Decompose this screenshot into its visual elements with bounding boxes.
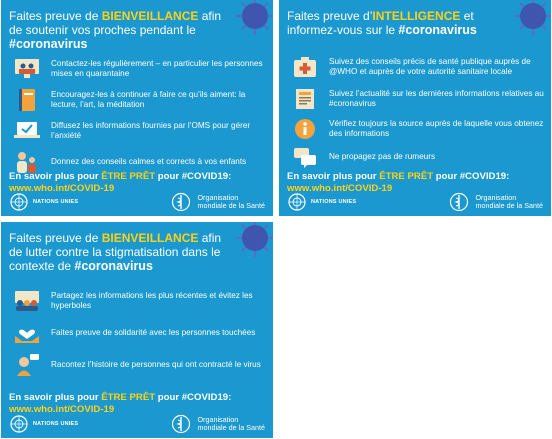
chat-icon bbox=[287, 144, 323, 170]
advice-text: Suivez l’actualité sur les dernières informations relatives au #coronavirus bbox=[329, 89, 544, 108]
un-emblem-icon bbox=[287, 192, 307, 212]
card-footer bbox=[9, 192, 265, 212]
advice-item bbox=[9, 116, 267, 146]
advice-item bbox=[287, 50, 545, 84]
advice-list bbox=[9, 286, 267, 380]
more-info-text-end: pour #COVID19: bbox=[433, 171, 510, 182]
computer-screen-icon bbox=[9, 56, 45, 82]
card-heading bbox=[287, 9, 512, 37]
card-heading bbox=[9, 231, 234, 273]
heading-hashtag: #coronavirus bbox=[398, 23, 477, 37]
more-info-text: En savoir plus pour bbox=[287, 171, 380, 182]
who-label-line2: mondiale de la Santé bbox=[197, 201, 265, 210]
poster-card-soutien bbox=[1, 0, 273, 216]
advice-item bbox=[287, 144, 545, 170]
advice-text: Ne propagez pas de rumeurs bbox=[329, 152, 436, 161]
who-logo bbox=[171, 414, 265, 434]
heading-highlight: INTELLIGENCE bbox=[372, 9, 461, 23]
more-info bbox=[9, 392, 231, 416]
who-label-line2: mondiale de la Santé bbox=[475, 201, 543, 210]
who-label-line2: mondiale de la Santé bbox=[197, 423, 265, 432]
advice-item bbox=[287, 114, 545, 144]
coronavirus-icon bbox=[509, 0, 551, 40]
un-logo bbox=[287, 192, 356, 212]
card-heading bbox=[9, 9, 234, 51]
advice-text: Racontez l’histoire de personnes qui ont contracté le virus bbox=[51, 360, 261, 369]
heading-text-end: afin de lutter contre la stigmatisation dans le contexte de bbox=[9, 231, 222, 273]
who-logo bbox=[171, 192, 265, 212]
un-label: NATIONS UNIES bbox=[311, 199, 357, 205]
who-emblem-icon bbox=[449, 192, 469, 212]
poster-card-intelligence bbox=[279, 0, 551, 216]
heart-hands-icon bbox=[9, 320, 45, 346]
who-link[interactable]: www.who.int/COVID-19 bbox=[9, 183, 115, 194]
news-icon bbox=[287, 86, 323, 112]
info-icon bbox=[287, 116, 323, 142]
advice-text: Faites preuve de solidarité avec les personnes touchées bbox=[51, 328, 256, 337]
person-speech-icon bbox=[9, 352, 45, 378]
who-emblem-icon bbox=[171, 414, 191, 434]
heading-text: Faites preuve de bbox=[9, 231, 102, 245]
coronavirus-icon bbox=[231, 0, 273, 40]
advice-item bbox=[9, 85, 267, 115]
heading-text: Faites preuve d’ bbox=[287, 9, 373, 23]
advice-text: Donnez des conseils calmes et corrects à vos enfants bbox=[51, 157, 247, 166]
advice-text: Diffusez les informations fournies par l’OMS pour gérer l’anxiété bbox=[51, 121, 251, 140]
heading-highlight: BIENVEILLANCE bbox=[101, 9, 199, 23]
un-label: NATIONS UNIES bbox=[33, 421, 79, 427]
heading-highlight: BIENVEILLANCE bbox=[101, 231, 199, 245]
un-label: NATIONS UNIES bbox=[33, 199, 79, 205]
advice-item bbox=[287, 84, 545, 114]
more-info-text-end: pour #COVID19: bbox=[155, 171, 232, 182]
advice-text: Vérifiez toujours la source auprès de laquelle vous obtenez des informations bbox=[329, 119, 544, 138]
group-screen-icon bbox=[9, 288, 45, 314]
un-logo bbox=[9, 414, 78, 434]
un-emblem-icon bbox=[9, 192, 29, 212]
more-info-highlight: ÊTRE PRÊT bbox=[379, 171, 434, 182]
coronavirus-icon bbox=[231, 222, 273, 262]
more-info-highlight: ÊTRE PRÊT bbox=[101, 171, 156, 182]
more-info-text: En savoir plus pour bbox=[9, 171, 102, 182]
laptop-check-icon bbox=[9, 118, 45, 144]
un-logo bbox=[9, 192, 78, 212]
who-link[interactable]: www.who.int/COVID-19 bbox=[287, 183, 393, 194]
advice-list bbox=[287, 50, 545, 170]
first-aid-icon bbox=[287, 54, 323, 80]
advice-list bbox=[9, 54, 267, 177]
more-info-text-end: pour #COVID19: bbox=[155, 392, 232, 403]
un-emblem-icon bbox=[9, 414, 29, 434]
advice-text: Suivez des conseils précis de santé publique auprès de @WHO et auprès de votre autorité sanitaire locale bbox=[329, 57, 531, 76]
who-label-line1: Organisation bbox=[197, 193, 239, 202]
advice-text: Partagez les informations les plus récentes et évitez les hyperboles bbox=[51, 291, 253, 310]
more-info-highlight: ÊTRE PRÊT bbox=[101, 392, 156, 403]
heading-text-end: et informez-vous sur le bbox=[287, 9, 474, 37]
advice-text: Encouragez-les à continuer à faire ce qu’ils aiment: la lecture, l’art, la méditation bbox=[51, 90, 246, 109]
who-link[interactable]: www.who.int/COVID-19 bbox=[9, 404, 115, 415]
heading-text-end: afin de soutenir vos proches pendant le bbox=[9, 9, 222, 37]
heading-text: Faites preuve de bbox=[9, 9, 102, 23]
poster-card-stigmatisation bbox=[1, 222, 273, 438]
advice-item bbox=[9, 54, 267, 84]
who-label-line1: Organisation bbox=[475, 193, 517, 202]
heading-hashtag: #coronavirus bbox=[74, 259, 153, 273]
advice-item bbox=[9, 318, 267, 348]
heading-hashtag: #coronavirus bbox=[9, 37, 88, 51]
who-label-line1: Organisation bbox=[197, 415, 239, 424]
book-icon bbox=[9, 87, 45, 113]
advice-text: Contactez-les régulièrement – en particulier les personnes mises en quarantaine bbox=[51, 59, 263, 78]
card-footer bbox=[9, 414, 265, 434]
advice-item bbox=[9, 286, 267, 316]
card-footer bbox=[287, 192, 543, 212]
who-logo bbox=[449, 192, 543, 212]
advice-item bbox=[9, 350, 267, 380]
more-info-text: En savoir plus pour bbox=[9, 392, 102, 403]
who-emblem-icon bbox=[171, 192, 191, 212]
